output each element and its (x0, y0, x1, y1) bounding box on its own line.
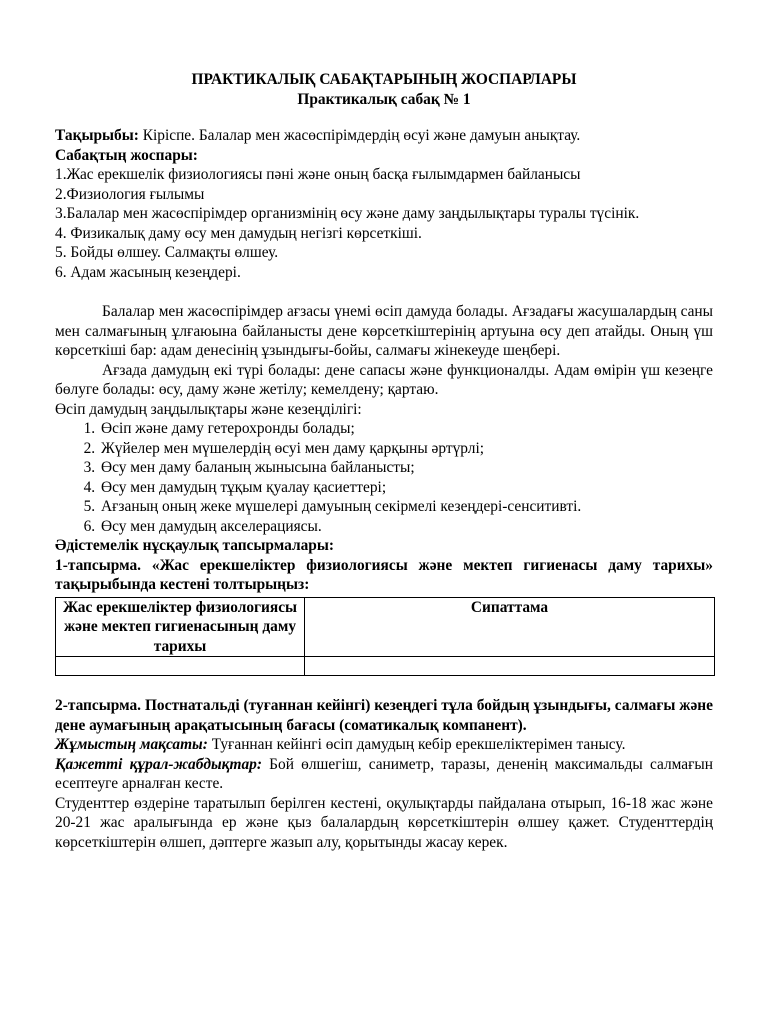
topic-text: Кіріспе. Балалар мен жасөспірімдердің өсуі және дамуын анықтау. (138, 127, 581, 144)
list-item: 3. Өсу мен даму баланың жынысына байланысты; (99, 458, 713, 478)
table-cell (305, 657, 715, 676)
equipment-text: Бой өлшегіш, саниметр, таразы, дененің максимальды салмағын есептеуге арналған кесте. (55, 755, 713, 792)
plan-item: 4. Физикалық даму өсу мен дамудың негізгі көрсеткіші. (55, 224, 422, 242)
laws-list (55, 419, 713, 536)
body-paragraph: Ағзада дамудың екі түрі болады: дене сапасы және функционалды. Адам өмірін үш кезеңге бөлуге болады: өсу, даму және жетілу; кемелдену; қартаю. (55, 361, 713, 398)
plan-item: 3.Балалар мен жасөспірімдер организмінің өсу және даму заңдылықтары туралы түсінік. (55, 205, 640, 222)
task2-text: 2-тапсырма. Постнатальді (туғаннан кейінгі) кезеңдегі тұла бойдың ұзындығы, салмағы және дене аумағының арақатысының бағасы (соматикалық компанент). (55, 697, 713, 734)
list-item: 1. Өсіп және даму гетерохронды болады; (99, 419, 713, 439)
table-row (56, 657, 715, 676)
plan-item: 1.Жас ерекшелік физиологиясы пәні және оның басқа ғылымдармен байланысы (55, 166, 581, 183)
plan-item: 5. Бойды өлшеу. Салмақты өлшеу. (55, 244, 279, 261)
equipment-line (55, 755, 713, 794)
equipment-label: Қажетті құрал-жабдықтар: (55, 755, 262, 773)
plan-label: Сабақтың жоспары: (55, 146, 198, 164)
list-item: 6. Өсу мен дамудың акселерациясы. (99, 517, 713, 537)
list-item: 2. Жүйелер мен мүшелердің өсуі мен даму қарқыны әртүрлі; (99, 439, 713, 459)
topic-label: Тақырыбы: (55, 127, 139, 144)
list-item: 5. Ағзаның оның жеке мүшелері дамуының секірмелі кезеңдері-сенситивті. (99, 497, 713, 517)
list-item: 4. Өсу мен дамудың тұқым қуалау қасиеттері; (99, 478, 713, 498)
task1-table (55, 597, 715, 677)
task1-text: 1-тапсырма. «Жас ерекшеліктер физиологиясы және мектеп гигиенасы даму тарихы» тақырыбында кестені толтырыңыз: (55, 556, 713, 593)
plan-item: 2.Физиология ғылымы (55, 185, 205, 203)
goal-label: Жұмыстың мақсаты: (55, 736, 208, 753)
goal-text: Туғаннан кейінгі өсіп дамудың кебір ерекшеліктерімен танысу. (207, 736, 626, 753)
document-content (55, 70, 713, 852)
table-row (56, 597, 715, 657)
table-cell (56, 657, 305, 676)
body-paragraph: Балалар мен жасөспірімдер ағзасы үнемі өсіп дамуда болады. Ағзадағы жасушалардың саны мен салмағының ұлғаюына байланысты дене көрсеткіштерінің артуына өсу деп атайды. Оның үш көрсеткіші бар: адам денесінің ұзындығы-бойы, салмағы жінекеуде шеңбері. (55, 303, 713, 359)
topic-line (55, 126, 713, 146)
instructions-text: Студенттер өздеріне таратылып берілген кестені, оқулықтарды пайдалана отырып, 16-18 жас және 20-21 жас аралығында ер және қыз балалардың көрсеткіштерін өлшеу қажет. Студенттердің көрсеткіштерін өлшеп, дәптерге жазып алу, қорытынды жасау керек. (55, 794, 713, 851)
laws-intro: Өсіп дамудың заңдылықтары және кезеңділігі: (55, 400, 362, 418)
table-header-cell: Жас ерекшеліктер физиологиясы және мектеп гигиенасының даму тарихы (56, 597, 305, 657)
plan-item: 6. Адам жасының кезеңдері. (55, 263, 241, 281)
tasks-heading: Әдістемелік нұсқаулық тапсырмалары: (55, 537, 334, 554)
table-header-cell: Сипаттама (305, 597, 715, 657)
document-subtitle: Практикалық сабақ № 1 (297, 90, 471, 108)
goal-line (55, 735, 713, 755)
document-title: ПРАКТИКАЛЫҚ САБАҚТАРЫНЫҢ ЖОСПАРЛАРЫ (191, 71, 577, 88)
